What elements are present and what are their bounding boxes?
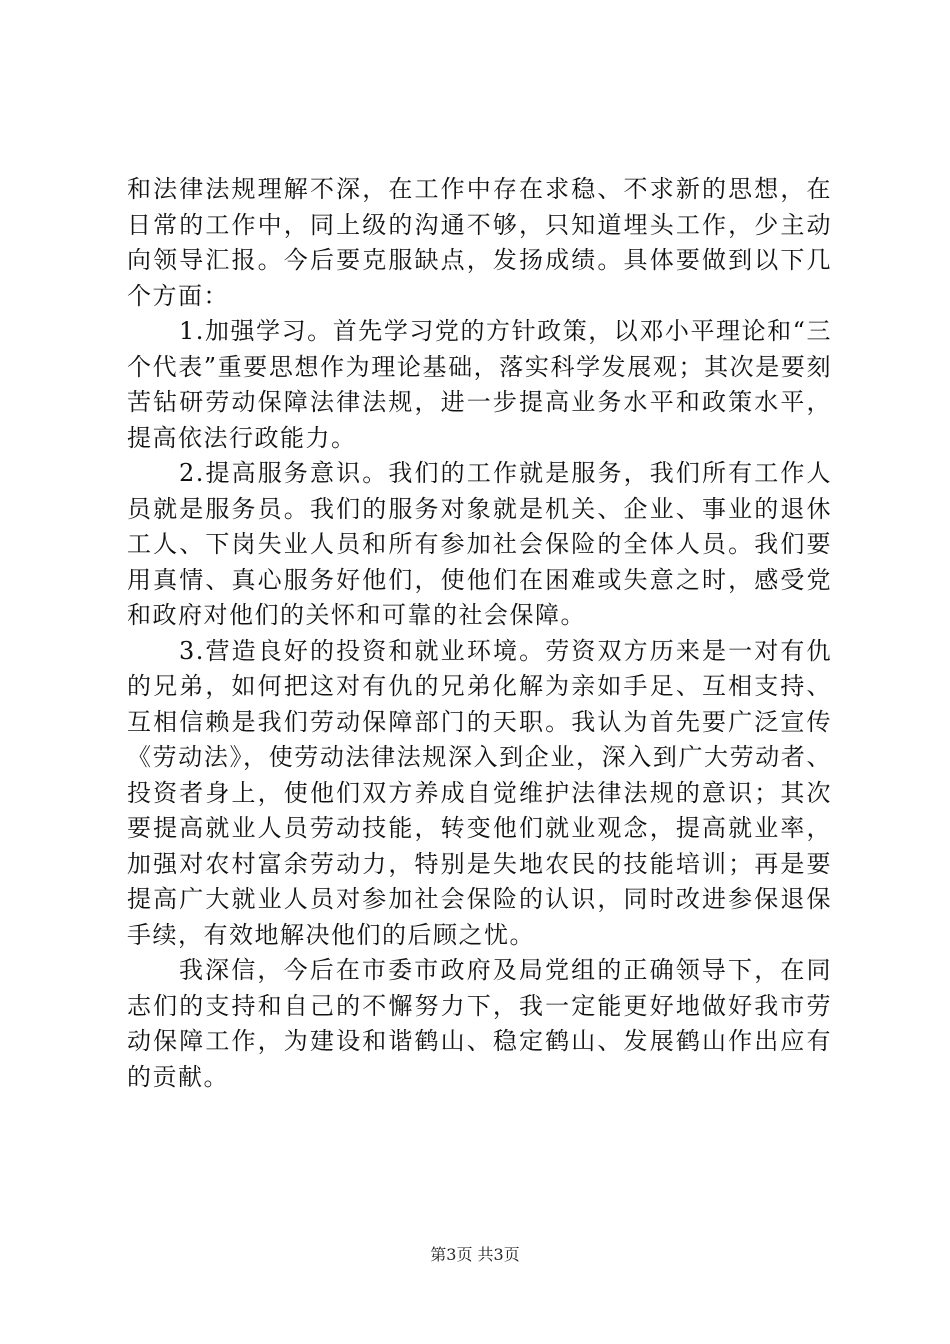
paragraph-conclusion: 我深信，今后在市委市政府及局党组的正确领导下，在同志们的支持和自己的不懈努力下，我一定能更好地做好我市劳动保障工作，为建设和谐鹤山、稳定鹤山、发展鹤山作出应有的贡献。 <box>127 956 832 1091</box>
paragraph-item-3: 3.营造良好的投资和就业环境。劳资双方历来是一对有仇的兄弟，如何把这对有仇的兄弟化解为亲如手足、互相支持、互相信赖是我们劳动保障部门的天职。我认为首先要广泛宣传《劳动法》，使劳动法律法规深入到企业，深入到广大劳动者、投资者身上，使他们双方养成自觉维护法律法规的意识；其次要提高就业人员劳动技能，转变他们就业观念，提高就业率，加强对农村富余劳动力，特别是失地农民的技能培训；再是要提高广大就业人员对参加社会保险的认识，同时改进参保退保手续，有效地解决他们的后顾之忧。 <box>127 636 832 949</box>
paragraph-item-1: 1.加强学习。首先学习党的方针政策，以邓小平理论和“三个代表”重要思想作为理论基础，落实科学发展观；其次是要刻苦钻研劳动保障法律法规，进一步提高业务水平和政策水平，提高依法行政能力。 <box>127 317 832 452</box>
page-number-label: 第3页 共3页 <box>430 1245 520 1264</box>
document-body <box>127 172 832 1095</box>
paragraph-item-2: 2.提高服务意识。我们的工作就是服务，我们所有工作人员就是服务员。我们的服务对象就是机关、企业、事业的退休工人、下岗失业人员和所有参加社会保险的全体人员。我们要用真情、真心服务好他们，使他们在困难或失意之时，感受党和政府对他们的关怀和可靠的社会保障。 <box>127 459 832 629</box>
page-footer <box>0 1244 950 1266</box>
paragraph-continuation: 和法律法规理解不深，在工作中存在求稳、不求新的思想，在日常的工作中，同上级的沟通不够，只知道埋头工作，少主动向领导汇报。今后要克服缺点，发扬成绩。具体要做到以下几个方面： <box>127 175 832 310</box>
